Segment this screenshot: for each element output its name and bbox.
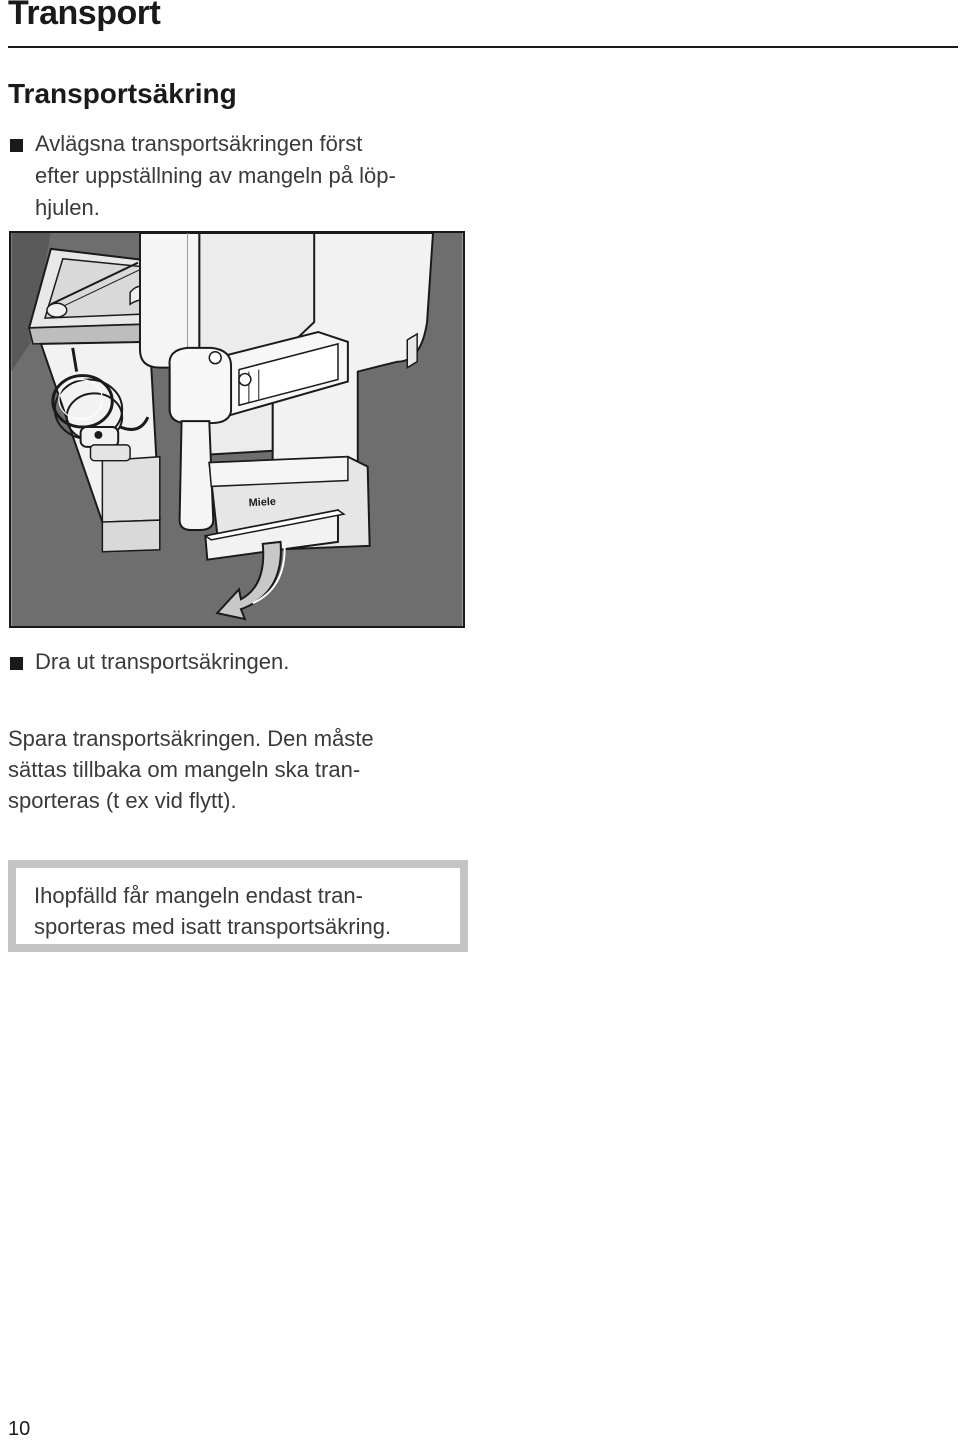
- note-box: [8, 860, 468, 952]
- step-2-line-1: Dra ut transportsäkringen.: [35, 649, 290, 674]
- mangle-drawing: [11, 233, 463, 626]
- note-text: [34, 880, 464, 942]
- step-1-line-1: Avlägsna transportsäkringen först: [35, 131, 363, 156]
- step-2-text: [35, 646, 468, 678]
- step-1-line-3: hjulen.: [35, 195, 100, 220]
- step-1-text: [35, 128, 468, 224]
- note-line-2: sporteras med isatt transportsäkring.: [34, 914, 392, 939]
- header-rule: [8, 46, 958, 48]
- info-paragraph: [8, 723, 448, 816]
- paragraph-line-2: sättas tillbaka om mangeln ska tran-: [8, 757, 361, 782]
- step-2: [8, 646, 468, 678]
- bullet-square-icon: [10, 139, 23, 152]
- paragraph-line-3: sporteras (t ex vid flytt).: [8, 788, 237, 813]
- brand-label: Miele: [248, 495, 277, 510]
- note-line-1: Ihopfälld får mangeln endast tran-: [34, 883, 363, 908]
- section-title: Transportsäkring: [8, 78, 237, 109]
- transport-lock-illustration: [9, 231, 465, 628]
- page-number: 10: [8, 1418, 31, 1440]
- page-header-title: Transport: [8, 0, 161, 32]
- bullet-square-icon: [10, 657, 23, 670]
- paragraph-line-1: Spara transportsäkringen. Den måste: [8, 726, 374, 751]
- step-1: [8, 128, 468, 224]
- step-1-line-2: efter uppställning av mangeln på löp-: [35, 163, 396, 188]
